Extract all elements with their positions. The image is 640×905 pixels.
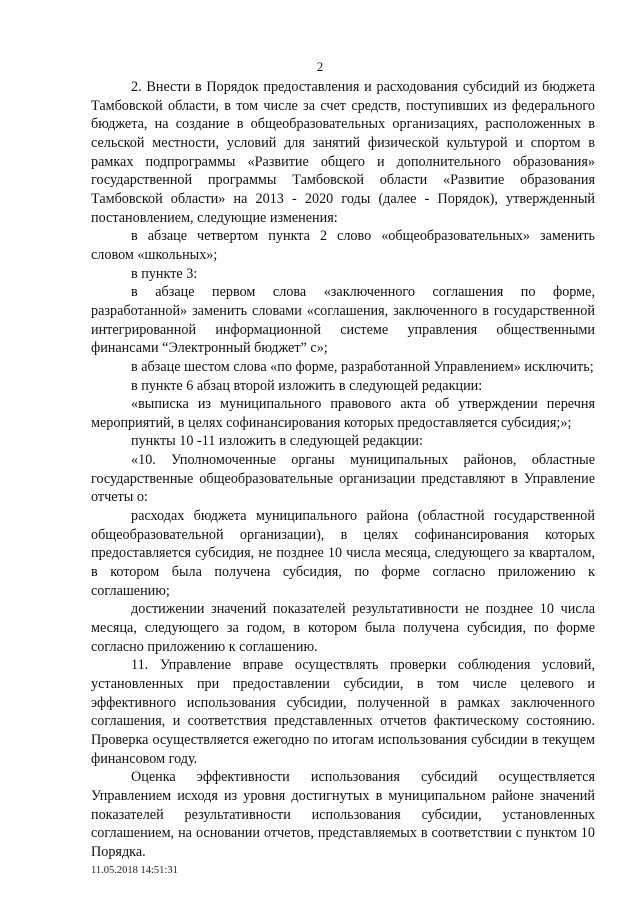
paragraph-expenses-report: расходах бюджета муниципального района (областной государственной общеобразовательной организации), в целях софинансирования которых предоставляется субсидия, не позднее 10 числа месяца, следующего за кварталом, в котором была получена субсидия, по форме согласно приложению к соглашению;: [91, 508, 595, 599]
paragraph-indicators-report: достижении значений показателей результативности не позднее 10 числа месяца, следующего за годом, в котором была получена субсидия, по форме согласно приложению к соглашению.: [91, 601, 595, 655]
footer-timestamp: 11.05.2018 14:51:31: [91, 865, 178, 876]
paragraph-point2-change: в абзаце четвертом пункта 2 слово «общеобразовательных» заменить словом «школьных»;: [91, 228, 595, 263]
paragraph-efficiency-assessment: Оценка эффективности использования субсидий осуществляется Управлением исходя из уровня достигнутых в муниципальном районе значений показателей результативности использования субсидии, установленных соглашением, на основании отчетов, представляемых в соответствии с пунктом 10 Порядка.: [91, 769, 595, 860]
document-body: [91, 78, 595, 862]
paragraph-point3-heading: в пункте 3:: [131, 265, 198, 282]
paragraph-point3-sixth: в абзаце шестом слова «по форме, разработанной Управлением» исключить;: [131, 358, 594, 375]
paragraph-point3-first: в абзаце первом слова «заключенного соглашения по форме, разработанной» заменить словами «соглашения, заключенного в государственной интегрированной информационной системе управления общественными финансами “Электронный бюджет” с»;: [91, 284, 595, 357]
paragraph-point6-text: «выписка из муниципального правового акта об утверждении перечня мероприятий, в целях софинансирования которых предоставляется субсидия;»;: [91, 396, 595, 431]
paragraph-points10-11-heading: пункты 10 -11 изложить в следующей редакции:: [131, 433, 423, 450]
paragraph-point6-heading: в пункте 6 абзац второй изложить в следующей редакции:: [131, 377, 483, 394]
page-number: 2: [316, 59, 324, 74]
paragraph-point10-text: «10. Уполномоченные органы муниципальных районов, областные государственные общеобразовательные организации представляют в Управление отчеты о:: [91, 452, 595, 506]
paragraph-point11-text: 11. Управление вправе осуществлять проверки соблюдения условий, установленных при предоставлении субсидии, в том числе целевого и эффективного использования субсидии, полученной в рамках заключенного соглашения, и соответствия представленных отчетов фактическому состоянию. Проверка осуществляется ежегодно по итогам использования субсидии в текущем финансовом году.: [91, 657, 595, 767]
paragraph-amendment-intro: 2. Внести в Порядок предоставления и расходования субсидий из бюджета Тамбовской области, в том числе за счет средств, поступивших из федерального бюджета, на создание в общеобразовательных организациях, расположенных в сельской местности, условий для занятий физической культурой и спортом в рамках подпрограммы «Развитие общего и дополнительного образования» государственной программы Тамбовской области «Развитие образования Тамбовской области» на 2013 - 2020 годы (далее - Порядок), утвержденный постановлением, следующие изменения:: [91, 79, 595, 226]
